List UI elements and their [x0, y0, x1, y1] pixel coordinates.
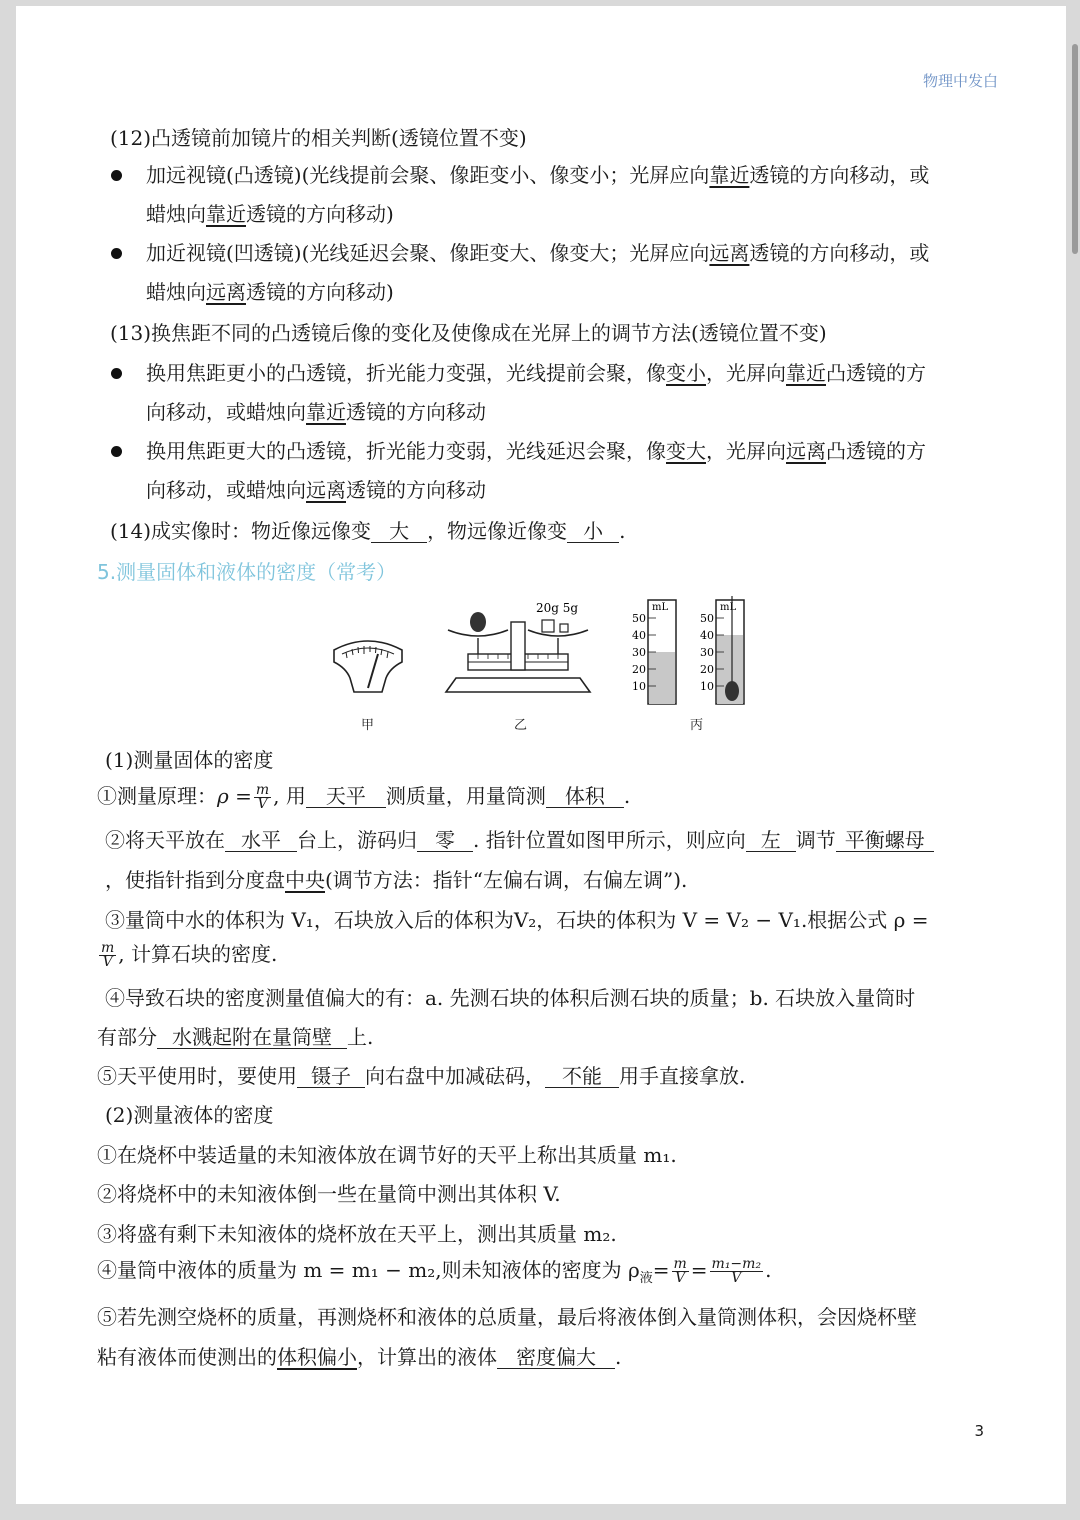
bullet — [111, 446, 122, 457]
figure-label-bing: 丙 — [690, 718, 704, 733]
apparatus-figure — [328, 592, 758, 732]
tick-label: 10 — [632, 680, 646, 693]
scrollbar[interactable] — [1072, 44, 1078, 254]
tick-label: 40 — [632, 629, 646, 642]
item12-b1-line1: 加远视镜(凸透镜)(光线提前会聚、像距变小、像变小；光屏应向靠近透镜的方向移动，或 — [146, 163, 930, 187]
item13-title: (13)换焦距不同的凸透镜后像的变化及使像成在光屏上的调节方法(透镜位置不变) — [110, 321, 827, 345]
solid-p3-line1: ③量筒中水的体积为 V₁，石块放入后的体积为V₂，石块的体积为 V = V₂ − V₁.根据公式 ρ = — [105, 908, 929, 932]
solid-p2-line1: ②将天平放在 水平 台上，游码归 零 . 指针位置如图甲所示，则应向 左 调节 平衡螺母 — [105, 826, 934, 854]
solid-title: (1)测量固体的密度 — [105, 748, 274, 772]
solid-p1: ①测量原理：ρ = $\frac{m}{V}$ , 用 天平 测质量，用量筒测 体积 . — [97, 782, 631, 812]
bullet — [111, 248, 122, 259]
page-number: 3 — [974, 1422, 984, 1440]
ml-label: mL — [652, 602, 669, 613]
cylinder-right-illustration — [700, 596, 744, 704]
liquid-title: (2)测量液体的密度 — [105, 1103, 274, 1127]
header-title: 物理中发白 — [922, 72, 998, 90]
tick-label: 50 — [700, 612, 714, 625]
item12-b2-line1: 加近视镜(凹透镜)(光线延迟会聚、像距变大、像变大；光屏应向远离透镜的方向移动，或 — [146, 241, 930, 265]
tick-label: 20 — [632, 663, 646, 676]
pointer-dial-illustration — [334, 641, 402, 692]
liquid-p4: ④量筒中液体的质量为 m = m₁ − m₂,则未知液体的密度为 $\rho_液=$ $\frac{m}{V}$ = $\frac{\text{m₁−m₂}}{V}$ . — [97, 1256, 772, 1286]
cylinder-left-illustration — [632, 600, 676, 704]
liquid-p1: ①在烧杯中装适量的未知液体放在调节好的天平上称出其质量 m₁. — [97, 1143, 677, 1167]
item12-b1-line2: 蜡烛向靠近透镜的方向移动) — [146, 202, 394, 226]
weights-label: 20g 5g — [536, 601, 579, 615]
solid-p3-line2: $\frac{m}{V}$ , 计算石块的密度. — [101, 940, 278, 970]
figure-label-yi: 乙 — [514, 718, 528, 733]
tick-label: 30 — [632, 646, 646, 659]
bullet — [111, 368, 122, 379]
item13-b1-line2: 向移动，或蜡烛向靠近透镜的方向移动 — [146, 400, 486, 424]
liquid-p5-line2: 粘有液体而使测出的体积偏小，计算出的液体 密度偏大 . — [97, 1345, 622, 1369]
item13-b2-line1: 换用焦距更大的凸透镜，折光能力变弱，光线延迟会聚，像变大，光屏向远离凸透镜的方 — [146, 439, 926, 463]
tick-label: 10 — [700, 680, 714, 693]
tick-label: 30 — [700, 646, 714, 659]
ml-label: mL — [720, 602, 737, 613]
tick-label: 50 — [632, 612, 646, 625]
item12-title: (12)凸透镜前加镜片的相关判断(透镜位置不变) — [110, 126, 527, 150]
liquid-p2: ②将烧杯中的未知液体倒一些在量筒中测出其体积 V. — [97, 1182, 561, 1206]
item14: (14)成实像时：物近像远像变 大 ，物远像近像变 小 . — [110, 519, 626, 543]
figure-label-jia: 甲 — [361, 718, 375, 733]
item12-b2-line2: 蜡烛向远离透镜的方向移动) — [146, 280, 394, 304]
liquid-p5-line1: ⑤若先测空烧杯的质量，再测烧杯和液体的总质量，最后将液体倒入量筒测体积，会因烧杯壁 — [97, 1305, 917, 1329]
liquid-p3: ③将盛有剩下未知液体的烧杯放在天平上，测出其质量 m₂. — [97, 1222, 617, 1246]
solid-p2-line2: ，使指针指到分度盘中央(调节方法：指针“左偏右调，右偏左调”). — [105, 868, 688, 892]
tick-label: 20 — [700, 663, 714, 676]
solid-p4-line2: 有部分 水溅起附在量筒壁 上. — [97, 1025, 374, 1049]
item13-b2-line2: 向移动，或蜡烛向远离透镜的方向移动 — [146, 478, 486, 502]
solid-p5: ⑤天平使用时，要使用 镊子 向右盘中加减砝码， 不能 用手直接拿放. — [97, 1064, 746, 1088]
item13-b1-line1: 换用焦距更小的凸透镜，折光能力变强，光线提前会聚，像变小，光屏向靠近凸透镜的方 — [146, 361, 926, 385]
balance-illustration — [446, 601, 590, 692]
tick-label: 40 — [700, 629, 714, 642]
section-heading: 5.测量固体和液体的密度（常考） — [97, 560, 397, 584]
solid-p4-line1: ④导致石块的密度测量值偏大的有：a. 先测石块的体积后测石块的质量；b. 石块放入量筒时 — [105, 986, 916, 1010]
bullet — [111, 170, 122, 181]
